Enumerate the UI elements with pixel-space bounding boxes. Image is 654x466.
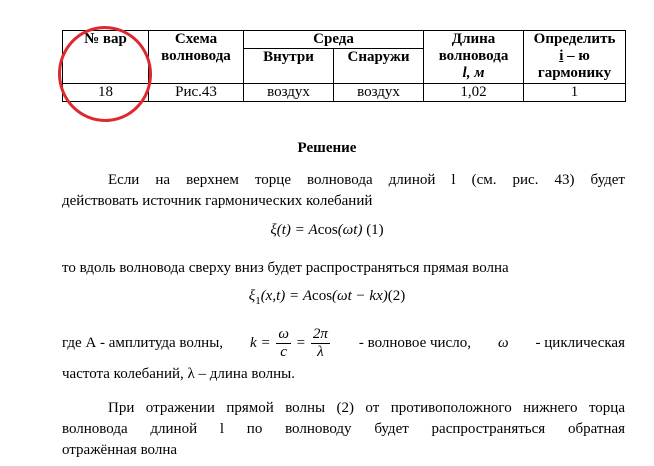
- formula-2: $\xi_1(x,t) = Acos(\omega t - kx)(2)$: [248, 288, 406, 307]
- paragraph-3: где А - амплитуда волны, k = $\frac{\omega}{c}$ = $\frac{2\pi}{\lambda}$ - волновое число, ω - циклическая частота колебаний, λ – длина волны.: [62, 325, 625, 382]
- solution-heading: Решение: [297, 140, 357, 156]
- cell-scheme: Рис.43: [149, 84, 244, 102]
- paragraph-2: то вдоль волновода сверху вниз будет распространяться прямая волна: [62, 260, 509, 276]
- cell-outside: воздух: [334, 84, 424, 102]
- wave-number-formula: k = $\frac{\omega}{c}$ = $\frac{2\pi}{\lambda}$: [250, 325, 328, 360]
- header-inside: Внутри: [244, 49, 334, 84]
- formula-1: ξ(t) = Acos(ωt) (1): [270, 222, 384, 238]
- header-determine: Определить i – ю гармонику: [524, 31, 626, 84]
- header-variant: № вар: [63, 31, 149, 84]
- paragraph-4: При отражении прямой волны (2) от противоположного нижнего торца волновода длиной l по волноводу будет распространяться обратная отражённая волна: [62, 400, 625, 458]
- cell-variant: 18: [63, 84, 149, 102]
- header-medium: Среда: [244, 31, 424, 49]
- header-length: Длина волновода l, м: [424, 31, 524, 84]
- cell-inside: воздух: [244, 84, 334, 102]
- paragraph-1: Если на верхнем торце волновода длиной l (см. рис. 43) будет действовать источник гармонических колебаний: [62, 172, 625, 209]
- cell-length: 1,02: [424, 84, 524, 102]
- header-scheme: Схема волновода: [149, 31, 244, 84]
- header-outside: Снаружи: [334, 49, 424, 84]
- cell-harmonic: 1: [524, 84, 626, 102]
